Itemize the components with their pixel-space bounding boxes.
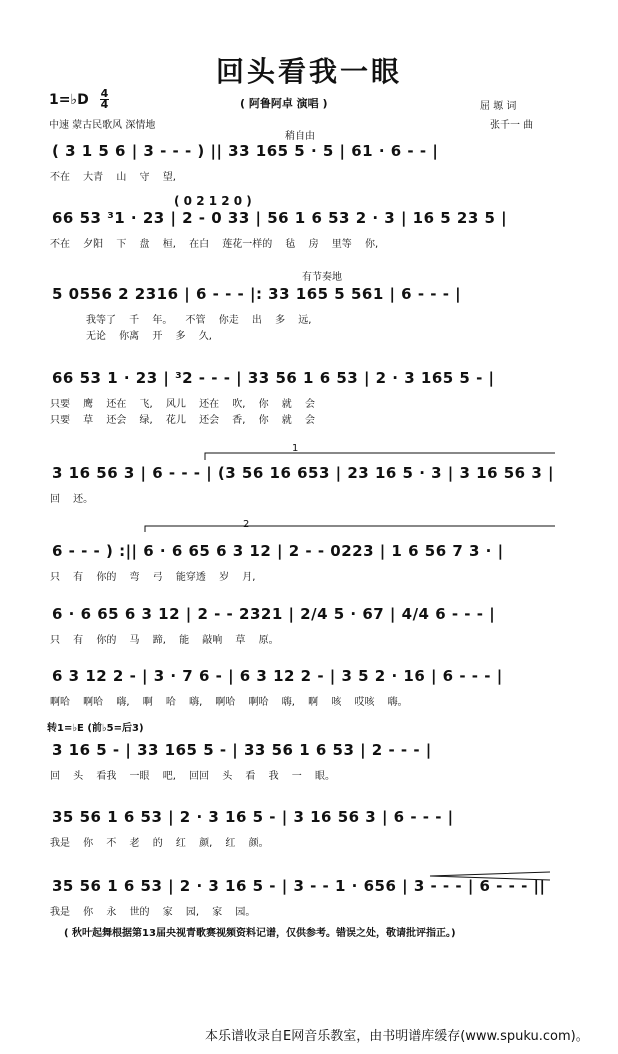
lyric-line-1-1: 不在 大青 山 守 望, xyxy=(50,172,176,183)
lyric-line-2-1: 不在 夕阳 下 盘 桓, 在白 莲花一样的 毡 房 里等 你, xyxy=(50,239,379,250)
key-signature: 1=♭D xyxy=(49,92,89,108)
lyric-line-7-1: 只 有 你的 马 蹄, 能 敲响 草 原。 xyxy=(50,635,279,646)
performer-credit: ( 阿鲁阿卓 演唱 ) xyxy=(240,97,328,110)
notation-row-1: ( 3 1 5 6 | 3 - - - ) || 33 165 5 · 5 | 61 · 6 - - | xyxy=(52,142,439,160)
notation-row-11: 35 56 1 6 53 | 2 · 3 16 5 - | 3 - - 1 · 656 | 3 - - - | 6 - - - || xyxy=(52,877,546,895)
meter-bottom: 4 xyxy=(100,98,109,111)
notation-row-10: 35 56 1 6 53 | 2 · 3 16 5 - | 3 16 56 3 | 6 - - - | xyxy=(52,808,454,826)
notation-row-6: 6 - - - ) :|| 6 · 6 65 6 3 12 | 2 - - 0223 | 1 6 56 7 3 · | xyxy=(52,542,504,560)
notation-row-9: 3 16 5 - | 33 165 5 - | 33 56 1 6 53 | 2 - - - | xyxy=(52,741,432,759)
composer-credit: 张千一 曲 xyxy=(490,120,534,131)
with-rhythm-mark: 有节奏地 xyxy=(302,272,342,283)
accompaniment-bracket: ( 0 2 1 2 0 ) xyxy=(174,194,252,208)
song-title: 回头看我一眼 xyxy=(215,55,402,88)
volta-1-label: 1 xyxy=(292,443,299,454)
tempo-style: 中速 蒙古民歌风 深情地 xyxy=(49,120,156,131)
lyric-line-9-1: 回 头 看我 一眼 吧, 回回 头 看 我 一 眼。 xyxy=(50,771,335,782)
notation-row-7: 6 · 6 65 6 3 12 | 2 - - 2321 | 2/4 5 · 67 | 4/4 6 - - - | xyxy=(52,605,496,623)
lyric-line-5-1: 回 还。 xyxy=(50,494,94,505)
lyric-line-10-1: 我是 你 不 老 的 红 颜, 红 颜。 xyxy=(50,838,269,849)
lyric-line-8-1: 啊哈 啊哈 嗨, 啊 哈 嗨, 啊哈 啊哈 嗨, 啊 咳 哎咳 嗨。 xyxy=(50,697,408,708)
lyric-line-3-2: 无论 你离 开 多 久, xyxy=(86,331,212,342)
notation-row-4: 66 53 1 · 23 | ³2 - - - | 33 56 1 6 53 | 2 · 3 165 5 - | xyxy=(52,369,495,387)
lyricist-credit: 屈 塬 词 xyxy=(480,101,517,112)
volta-2-line xyxy=(145,526,555,532)
lyric-line-3-1: 我等了 千 年。 不管 你走 出 多 远, xyxy=(86,315,312,326)
transcription-footnote: ( 秋叶起舞根据第13届央视青歌赛视频资料记谱，仅供参考。错误之处，敬请批评指正。) xyxy=(64,928,456,939)
lyric-line-6-1: 只 有 你的 弯 弓 能穿透 岁 月, xyxy=(50,572,256,583)
lyric-line-11-1: 我是 你 永 世的 家 园, 家 园。 xyxy=(50,907,256,918)
notation-row-2: 66 53 ³1 · 23 | 2 - 0 33 | 56 1 6 53 2 · 3 | 16 5 23 5 | xyxy=(52,209,508,227)
volta-2-label: 2 xyxy=(243,519,250,530)
notation-row-3: 5 0556 2 2316 | 6 - - - |: 33 165 5 561 | 6 - - - | xyxy=(52,285,462,303)
volta-1-line xyxy=(205,453,555,460)
lyric-line-4-1: 只要 鹰 还在 飞, 风儿 还在 吹, 你 就 会 xyxy=(50,399,315,410)
rubato-mark: 稍自由 xyxy=(285,131,315,142)
lyric-line-4-2: 只要 草 还会 绿, 花儿 还会 香, 你 就 会 xyxy=(50,415,315,426)
notation-row-5: 3 16 56 3 | 6 - - - | (3 56 16 653 | 23 16 5 · 3 | 3 16 56 3 | xyxy=(52,464,554,482)
notation-row-8: 6 3 12 2 - | 3 · 7 6 - | 6 3 12 2 - | 3 5 2 · 16 | 6 - - - | xyxy=(52,667,503,685)
meter-top: 4 xyxy=(100,87,109,100)
source-notice: 本乐谱收录自E网音乐教室，由书明谱库缓存(www.spuku.com)。 xyxy=(205,1029,589,1044)
crescendo-hairpin xyxy=(430,872,550,880)
modulation-mark: 转1=♭E (前♭5=后3) xyxy=(47,723,144,734)
